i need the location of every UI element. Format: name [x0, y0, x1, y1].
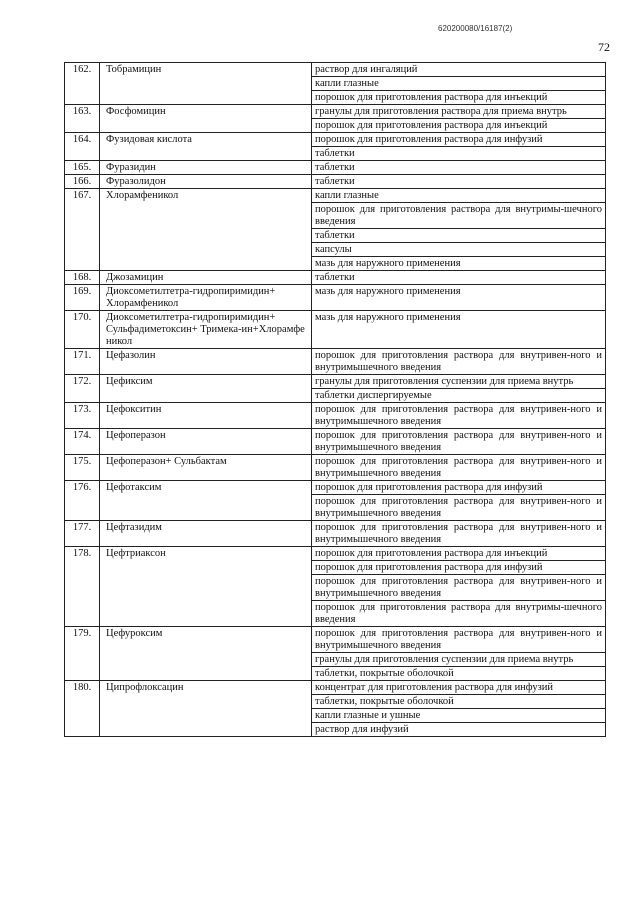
row-number: 163. [65, 105, 100, 133]
row-number: 169. [65, 285, 100, 311]
table-row [65, 311, 606, 349]
dosage-form: раствор для ингаляций [312, 63, 606, 77]
drug-name: Цефотаксим [100, 481, 312, 521]
table-row [65, 481, 606, 495]
drug-name: Диоксометилтетра-гидропиримидин+ Хлорамфеникол [100, 285, 312, 311]
table-row [65, 133, 606, 147]
page-number: 72 [598, 40, 610, 54]
row-number: 176. [65, 481, 100, 521]
drug-name: Фузидовая кислота [100, 133, 312, 161]
dosage-form: порошок для приготовления раствора для внутримы-шечного введения [312, 203, 606, 229]
drug-name: Цефуроксим [100, 627, 312, 681]
drug-table-body [65, 63, 606, 737]
table-row [65, 521, 606, 547]
dosage-form: таблетки [312, 161, 606, 175]
drug-name: Цефиксим [100, 375, 312, 403]
drug-name: Цефоперазон [100, 429, 312, 455]
table-row [65, 63, 606, 77]
dosage-form: мазь для наружного применения [312, 257, 606, 271]
drug-name: Цефоперазон+ Сульбактам [100, 455, 312, 481]
row-number: 173. [65, 403, 100, 429]
row-number: 178. [65, 547, 100, 627]
dosage-form: порошок для приготовления раствора для инфузий [312, 481, 606, 495]
dosage-form: таблетки [312, 175, 606, 189]
table-row [65, 403, 606, 429]
dosage-form: раствор для инфузий [312, 723, 606, 737]
dosage-form: порошок для приготовления раствора для инъекций [312, 119, 606, 133]
dosage-form: таблетки [312, 229, 606, 243]
dosage-form: порошок для приготовления раствора для внутримы-шечного введения [312, 601, 606, 627]
table-row [65, 189, 606, 203]
table-row [65, 627, 606, 653]
drug-name: Цефтриаксон [100, 547, 312, 627]
table-row [65, 271, 606, 285]
drug-name: Фуразидин [100, 161, 312, 175]
table-row [65, 681, 606, 695]
drug-name: Джозамицин [100, 271, 312, 285]
row-number: 167. [65, 189, 100, 271]
row-number: 166. [65, 175, 100, 189]
dosage-form: порошок для приготовления раствора для внутривен-ного и внутримышечного введения [312, 495, 606, 521]
table-row [65, 349, 606, 375]
drug-name: Тобрамицин [100, 63, 312, 105]
dosage-form: таблетки, покрытые оболочкой [312, 667, 606, 681]
row-number: 162. [65, 63, 100, 105]
dosage-form: порошок для приготовления раствора для инфузий [312, 133, 606, 147]
drug-name: Ципрофлоксацин [100, 681, 312, 737]
dosage-form: капли глазные [312, 189, 606, 203]
dosage-form: гранулы для приготовления суспензии для приема внутрь [312, 653, 606, 667]
row-number: 165. [65, 161, 100, 175]
drug-name: Фосфомицин [100, 105, 312, 133]
drug-name: Цефтазидим [100, 521, 312, 547]
drug-name: Диоксометилтетра-гидропиримидин+ Сульфадиметоксин+ Тримека-ин+Хлорамфе никол [100, 311, 312, 349]
dosage-form: гранулы для приготовления суспензии для приема внутрь [312, 375, 606, 389]
drug-name: Фуразолидон [100, 175, 312, 189]
dosage-form: порошок для приготовления раствора для внутривен-ного и внутримышечного введения [312, 429, 606, 455]
dosage-form: гранулы для приготовления раствора для приема внутрь [312, 105, 606, 119]
dosage-form: порошок для приготовления раствора для инъекций [312, 91, 606, 105]
dosage-form: порошок для приготовления раствора для внутривен-ного и внутримышечного введения [312, 627, 606, 653]
dosage-form: порошок для приготовления раствора для внутривен-ного и внутримышечного введения [312, 403, 606, 429]
dosage-form: порошок для приготовления раствора для инфузий [312, 561, 606, 575]
dosage-form: концентрат для приготовления раствора для инфузий [312, 681, 606, 695]
table-row [65, 175, 606, 189]
row-number: 180. [65, 681, 100, 737]
drug-name: Цефокситин [100, 403, 312, 429]
dosage-form: таблетки [312, 271, 606, 285]
row-number: 174. [65, 429, 100, 455]
dosage-form: мазь для наружного применения [312, 285, 606, 311]
row-number: 164. [65, 133, 100, 161]
dosage-form: мазь для наружного применения [312, 311, 606, 349]
row-number: 168. [65, 271, 100, 285]
dosage-form: порошок для приготовления раствора для внутривен-ного и внутримышечного введения [312, 349, 606, 375]
dosage-form: порошок для приготовления раствора для внутривен-ного и внутримышечного введения [312, 521, 606, 547]
drug-name: Цефазолин [100, 349, 312, 375]
dosage-form: капли глазные [312, 77, 606, 91]
dosage-form: таблетки, покрытые оболочкой [312, 695, 606, 709]
document-id: 620200080/16187(2) [438, 24, 513, 33]
dosage-form: капли глазные и ушные [312, 709, 606, 723]
table-row [65, 375, 606, 389]
dosage-form: порошок для приготовления раствора для внутривен-ного и внутримышечного введения [312, 575, 606, 601]
row-number: 171. [65, 349, 100, 375]
drug-name: Хлорамфеникол [100, 189, 312, 271]
row-number: 177. [65, 521, 100, 547]
row-number: 175. [65, 455, 100, 481]
row-number: 170. [65, 311, 100, 349]
dosage-form: капсулы [312, 243, 606, 257]
row-number: 179. [65, 627, 100, 681]
table-row [65, 455, 606, 481]
dosage-form: порошок для приготовления раствора для инъекций [312, 547, 606, 561]
dosage-form: таблетки диспергируемые [312, 389, 606, 403]
dosage-form: порошок для приготовления раствора для внутривен-ного и внутримышечного введения [312, 455, 606, 481]
dosage-form: таблетки [312, 147, 606, 161]
row-number: 172. [65, 375, 100, 403]
table-row [65, 547, 606, 561]
table-row [65, 285, 606, 311]
table-row [65, 161, 606, 175]
table-row [65, 429, 606, 455]
drug-table [64, 62, 606, 737]
table-row [65, 105, 606, 119]
